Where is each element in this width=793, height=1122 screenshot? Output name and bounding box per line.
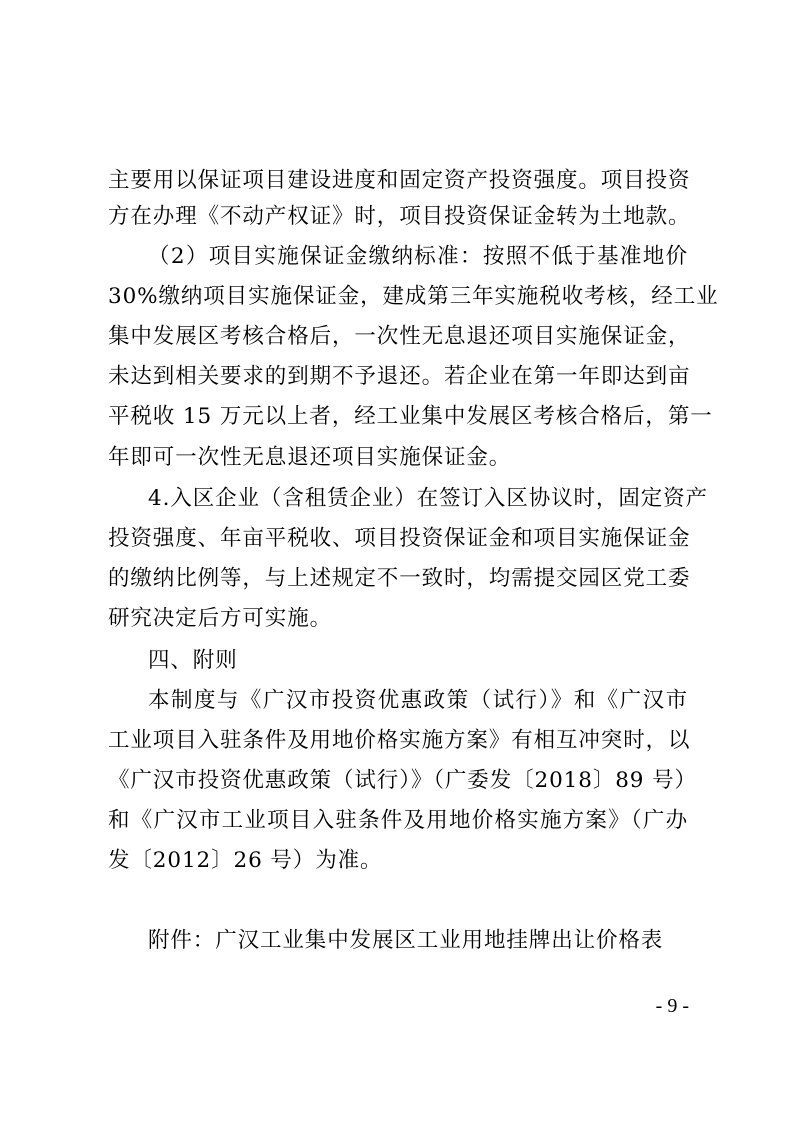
body-text-line: 研究决定后方可实施。 [108,606,333,631]
section-heading: 四、附则 [148,648,238,673]
attachment-note: 附件：广汉工业集中发展区工业用地挂牌出让价格表 [148,928,664,953]
body-text-line: 发〔2012〕26 号）为准。 [108,848,383,873]
body-text-line: 工业项目入驻条件及用地价格实施方案》有相互冲突时，以 [108,728,691,753]
body-text-line: 《广汉市投资优惠政策（试行）》（广委发〔2018〕89 号） [108,768,697,793]
body-text-line: 未达到相关要求的到期不予退还。若企业在第一年即达到亩 [108,364,691,389]
body-text-line: 4.入区企业（含租赁企业）在签订入区协议时，固定资产 [148,486,708,511]
body-text-line: 投资强度、年亩平税收、项目投资保证金和项目实施保证金 [108,526,691,551]
body-text-line: 年即可一次性无息退还项目实施保证金。 [108,445,512,470]
body-text-line: 平税收 15 万元以上者，经工业集中发展区考核合格后，第一 [108,404,713,429]
body-text-line: 的缴纳比例等，与上述规定不一致时，均需提交园区党工委 [108,566,691,591]
page-number: - 9 - [655,995,689,1017]
body-text-line: 集中发展区考核合格后，一次性无息退还项目实施保证金， [108,324,691,349]
body-text-line: 方在办理《不动产权证》时，项目投资保证金转为土地款。 [108,204,691,229]
body-text-line: 30%缴纳项目实施保证金，建成第三年实施税收考核，经工业 [108,284,719,309]
body-text-line: 和《广汉市工业项目入驻条件及用地价格实施方案》（广办 [108,808,688,833]
body-text-line: 主要用以保证项目建设进度和固定资产投资强度。项目投资 [108,168,691,193]
body-text-line: （2）项目实施保证金缴纳标准：按照不低于基准地价 [148,244,688,269]
body-text-line: 本制度与《广汉市投资优惠政策（试行）》和《广汉市 [148,688,688,713]
